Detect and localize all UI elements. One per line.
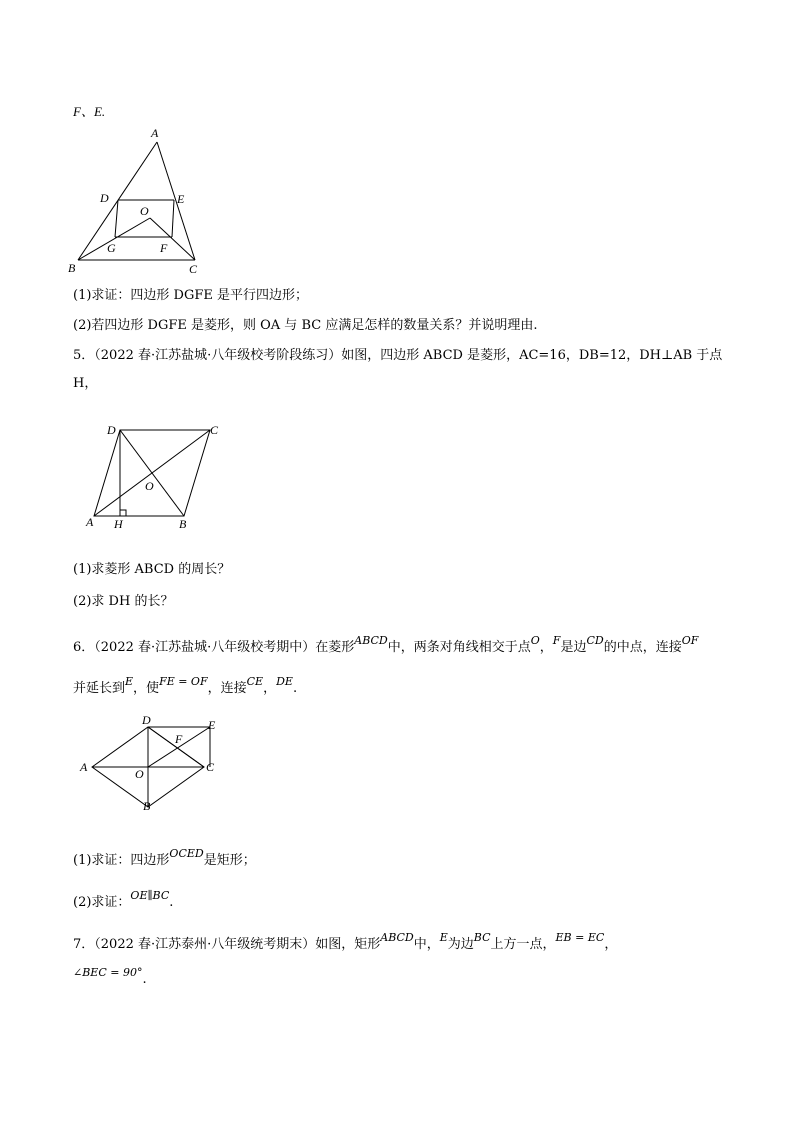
q5-stem-line1: 5．（2022 春·江苏盐城·八年级校考阶段练习）如图，四边形 ABCD 是菱形，AC=16，DB=12，DH⊥AB 于点 [73,348,723,363]
seg-dg [115,200,118,237]
label-c: C [210,423,219,437]
label-a: A [86,515,94,529]
math-cd: CD [586,634,604,647]
math-eb-eq-ec: EB = EC [555,931,605,944]
math-angle-bec: ∠BEC = 90° [73,966,143,979]
math-o: O [530,634,540,647]
math-bc: BC [473,931,491,944]
label-o: O [145,479,154,493]
q4-part2: (2)若四边形 DGFE 是菱形，则 OA 与 BC 应满足怎样的数量关系？并说明理由. [73,318,538,333]
math-eq: FE = OF [159,675,208,688]
label-g: G [107,241,116,255]
math-of: OF [681,634,699,647]
label-e: E [208,718,216,732]
math-f: F [552,634,561,647]
q5-part2: (2)求 DH 的长？ [73,594,174,609]
q6-part2: (2)求证：$^{OE\parallel BC}$. [73,889,174,910]
q7-stem-line1: 7．（2022 春·江苏泰州·八年级统考期末）如图，矩形$^{ABCD}$中，$^E$为边$^{BC}$上方一点，$^{EB = EC}$， [73,931,618,952]
math-e: E [125,675,134,688]
figure-rhombus-dh [78,418,228,533]
math-ce: CE [246,675,264,688]
figure-triangle-dgfe [60,122,220,280]
label-c: C [189,262,198,276]
math-abcd: ABCD [354,634,388,647]
q6-stem-line1: 6．（2022 春·江苏盐城·八年级校考期中）在菱形$^{ABCD}$中，两条对角线相交于点$^O$，$^F$是边$^{CD}$的中点，连接$^{OF}$ [73,634,699,655]
q6-stem-line2: 并延长到$^E$，使$^{FE = OF}$，连接$^{CE}$，$^{DE}$. [73,675,298,696]
label-f: F [175,732,183,746]
figure-rhombus-oced [72,712,232,817]
label-b: B [179,517,187,531]
diag-bd [120,430,184,516]
q5-part1: (1)求菱形 ABCD 的周长？ [73,562,231,577]
q4-part1: (1)求证：四边形 DGFE 是平行四边形； [73,288,308,303]
q6-part1: (1)求证：四边形$^{OCED}$是矩形； [73,847,256,868]
math-de: DE [276,675,293,688]
q7-stem-line2: $^{\angle BEC = 90^\circ}$. [73,966,147,987]
label-a: A [80,760,88,774]
label-d: D [107,423,116,437]
label-a: A [151,126,159,140]
label-e: E [177,192,185,206]
math-oe-parallel-bc: OE∥BC [130,889,170,902]
math-oced: OCED [169,847,204,860]
label-b: B [68,261,76,275]
intro-fragment: F、E. [73,104,106,119]
label-f: F [160,241,168,255]
label-h: H [114,517,123,531]
q5-stem-line2: H， [73,376,98,391]
label-c: C [206,760,215,774]
label-o: O [140,204,149,218]
right-angle-mark [120,510,126,516]
label-b: B [143,799,151,813]
label-d: D [100,191,109,205]
seg-ef [172,200,174,237]
math-e: E [439,931,448,944]
math-abcd: ABCD [380,931,414,944]
label-o: O [135,767,144,781]
label-d: D [142,713,151,727]
